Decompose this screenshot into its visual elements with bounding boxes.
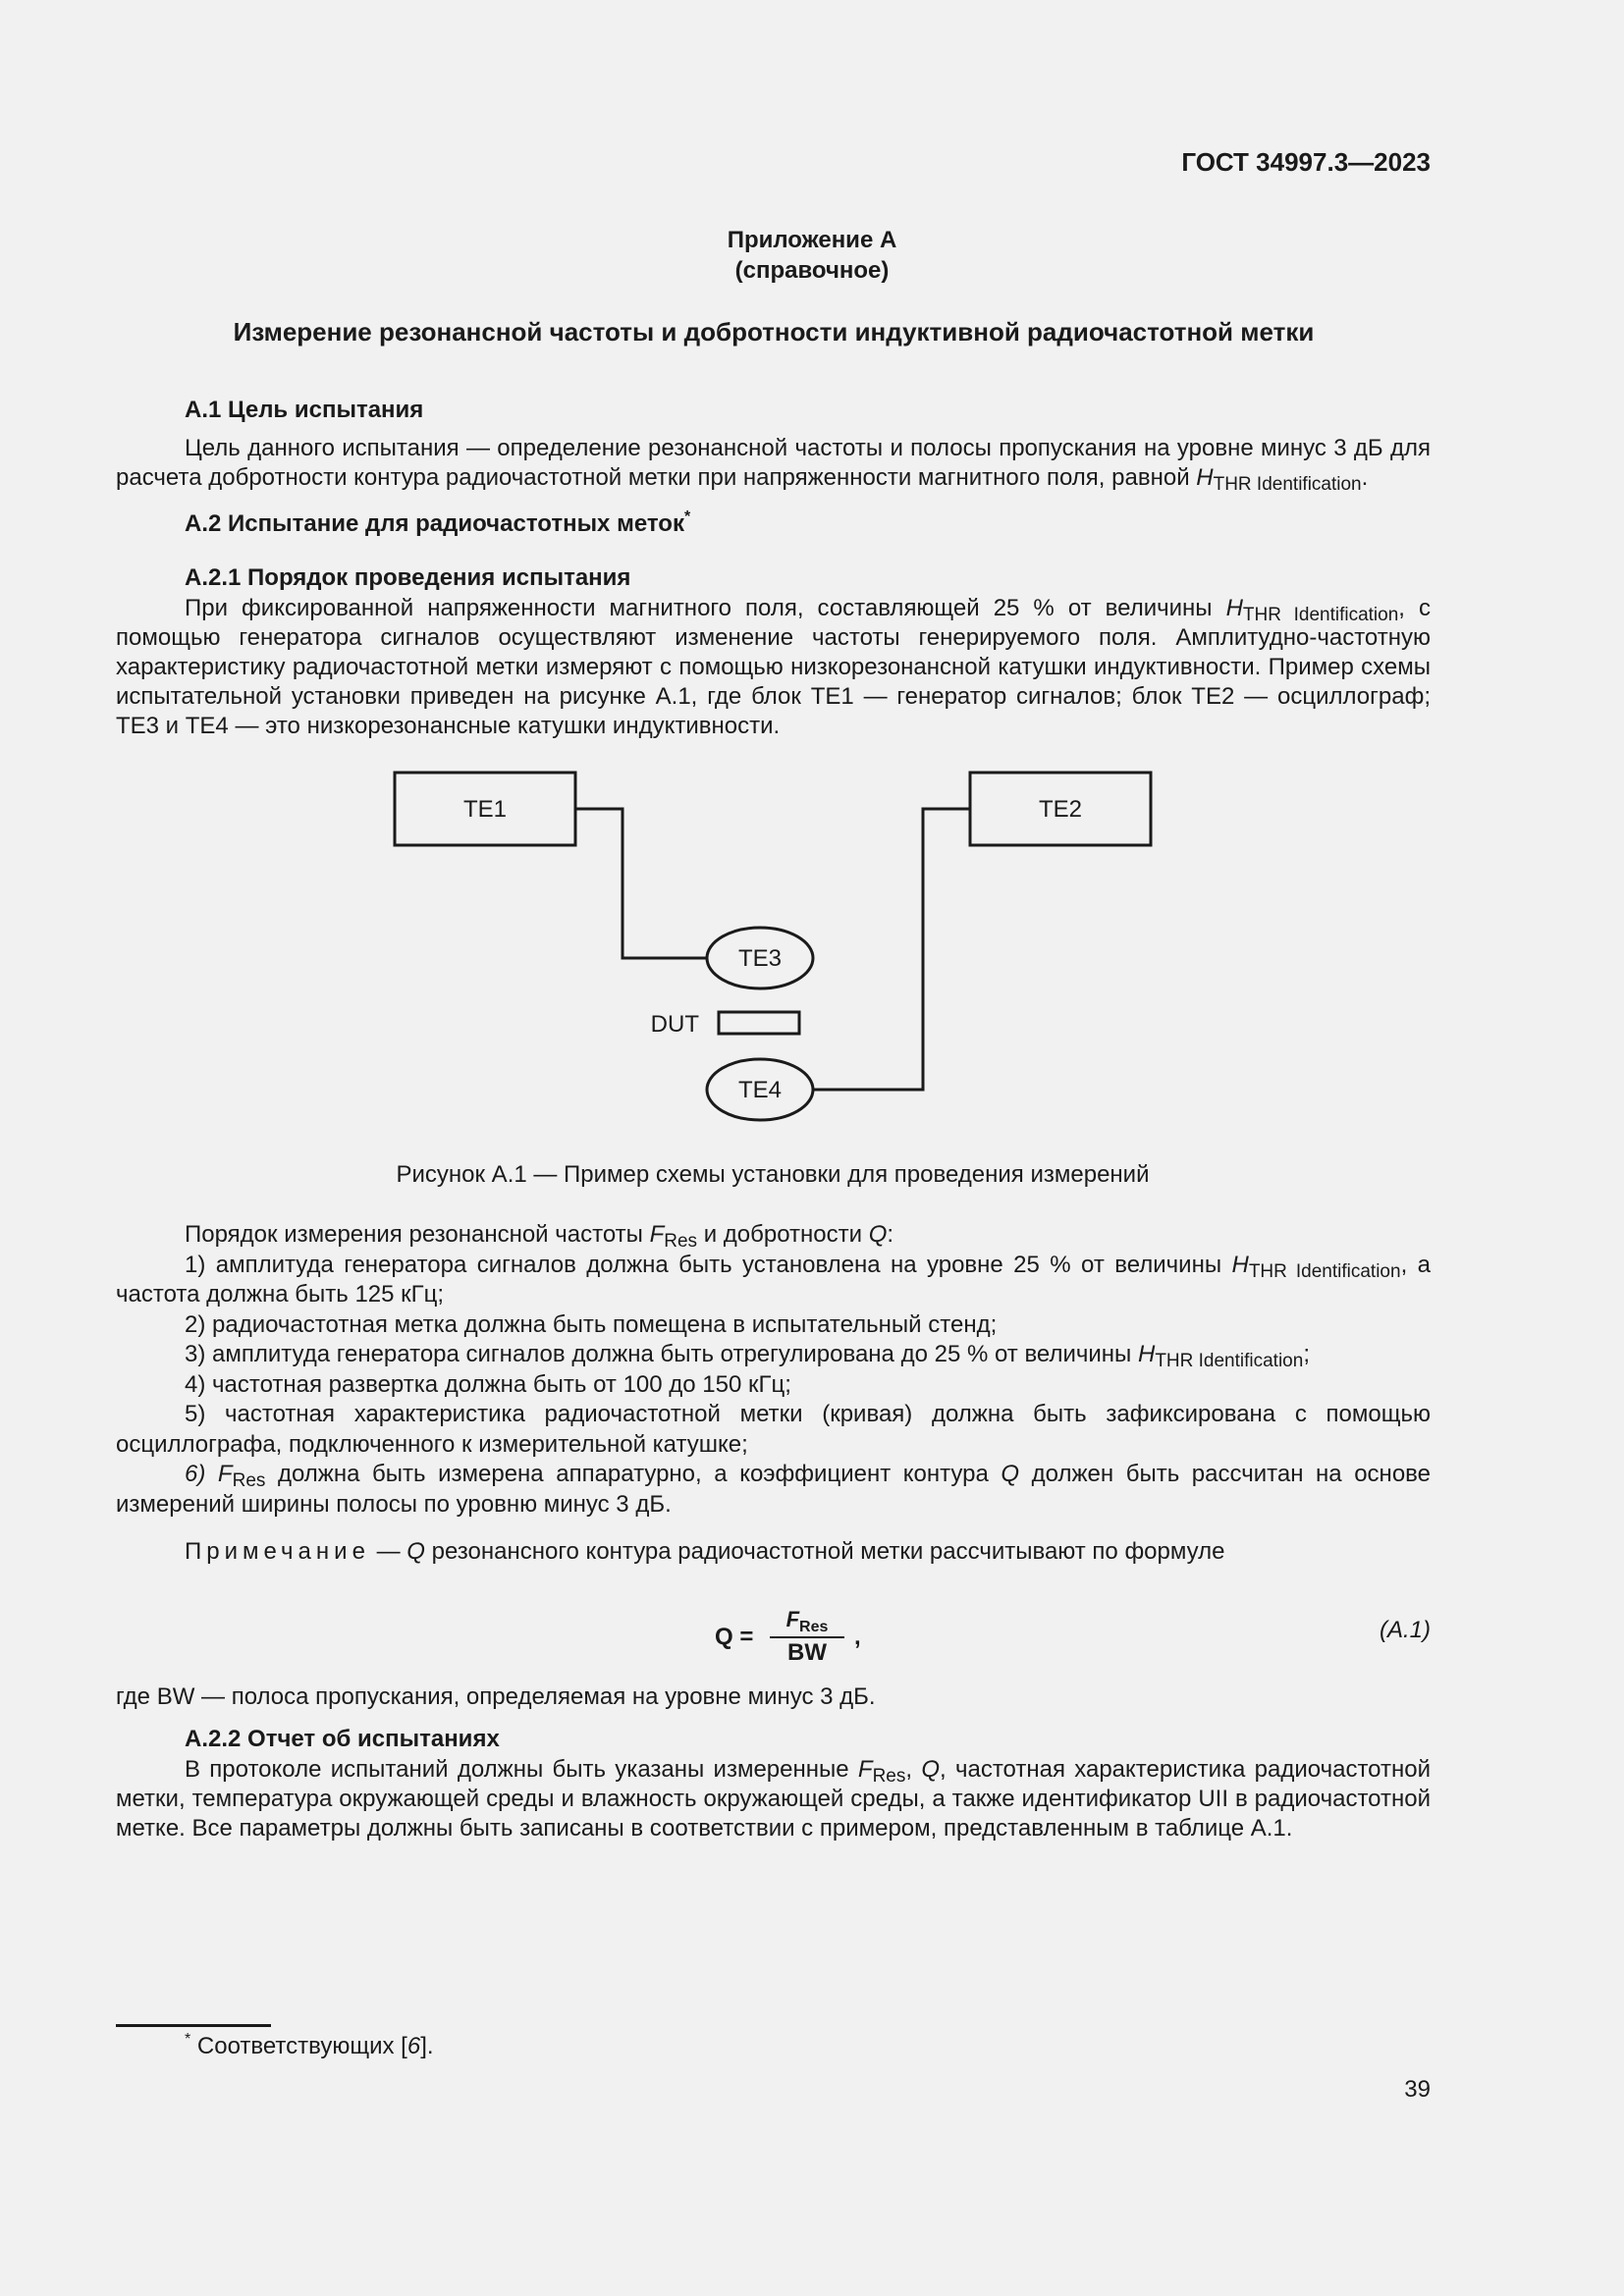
dut-tag (719, 1012, 799, 1034)
item6-q-symbol: Q (1001, 1461, 1020, 1487)
item3-text-b: ; (1303, 1341, 1310, 1367)
a21-h-subscript: THR Identification (1242, 605, 1399, 625)
a22-f-symbol: F (857, 1756, 873, 1783)
item6-f-subscript: Res (232, 1470, 266, 1491)
note-dash: — (376, 1538, 401, 1565)
item1-h-subscript: THR Identification (1248, 1260, 1401, 1282)
note-label: Примечание (185, 1538, 370, 1565)
formula-f-symbol: F (785, 1607, 800, 1631)
appendix-status: (справочное) (734, 257, 890, 284)
item1-text-a: 1) амплитуда генератора сигналов должна быть установлена на уровне 25 % от величины (185, 1251, 1232, 1278)
section-a2-heading (185, 509, 690, 539)
formula-fraction-bar (770, 1636, 844, 1638)
intro-text-3: : (887, 1221, 894, 1248)
procedure-item-3 (116, 1340, 1431, 1370)
formula-lhs: Q = (715, 1624, 754, 1650)
dut-label: DUT (650, 1011, 699, 1038)
a22-separator: , (905, 1756, 922, 1783)
item1-text-b: , а частота должна быть 125 кГц; (116, 1251, 1431, 1308)
procedure-list (116, 1220, 1431, 1520)
a22-text-rest: , частотная характеристика радиочастотной метки, температура окружающей среды и влажность окружающей среды, а также идентификатор UII в радиочастотной метке. Все параметры должны быть записаны в соответствии с примером, представленным в таблице А.1. (116, 1756, 1431, 1842)
formula-f-subscript: Res (799, 1619, 829, 1635)
te2-label: ТЕ2 (1038, 796, 1083, 823)
doc-number: ГОСТ 34997.3—2023 (1181, 147, 1431, 177)
te4-te2-wire (813, 809, 970, 1090)
a2-heading-text: А.2 Испытание для радиочастотных меток (185, 510, 684, 537)
a21-h-symbol: H (1225, 595, 1243, 621)
procedure-item-5: 5) частотная характеристика радиочастотной метки (кривая) должна быть зафиксирована с помощью осциллографа, подключенного к измерительной катушке; (116, 1401, 1431, 1458)
note-q-symbol: Q (406, 1538, 425, 1565)
item6-f-symbol: F (217, 1461, 233, 1487)
section-a22-text (116, 1755, 1431, 1843)
appendix-heading: Измерение резонансной частоты и добротности индуктивной радиочастотной метки (233, 317, 1315, 347)
procedure-item-2: 2) радиочастотная метка должна быть помещена в испытательный стенд; (185, 1310, 998, 1338)
formula-numerator (766, 1606, 848, 1633)
a21-text-start: При фиксированной напряженности магнитного поля, составляющей 25 % от величины (185, 595, 1226, 621)
a21-text-rest: , с помощью генератора сигналов осуществляют изменение частоты генерируемого поля. Амплитудно-частотную характеристику радиочастотной метки измеряют с помощью низкорезонансной катушки индуктивности. Пример схемы испытательной установки приведен на рисунке А.1, где блок ТЕ1 — генератор сигналов; блок ТЕ2 — осциллограф; ТЕ3 и ТЕ4 — это низкорезонансные катушки индуктивности. (116, 595, 1432, 739)
section-a1-heading: А.1 Цель испытания (185, 397, 424, 423)
formula-where: где BW — полоса пропускания, определяемая на уровне минус 3 дБ. (116, 1683, 876, 1710)
item3-h-subscript: THR Identification (1155, 1351, 1304, 1371)
figure-caption: Рисунок А.1 — Пример схемы установки для проведения измерений (396, 1161, 1150, 1188)
item6-text: должна быть измерена аппаратурно, а коэффициент контура (265, 1461, 1001, 1487)
footnote-ref: 6 (406, 2033, 421, 2059)
item6-end: должен быть рассчитан на основе измерений ширины полосы по уровню минус 3 дБ. (116, 1461, 1431, 1518)
te1-label: ТЕ1 (462, 796, 508, 823)
note (185, 1537, 1431, 1567)
intro-text-1: Порядок измерения резонансной частоты (185, 1221, 650, 1248)
formula-comma: , (854, 1624, 861, 1650)
intro-text-2: и добротности (697, 1221, 869, 1248)
a1-h-subscript: THR Identification (1213, 474, 1362, 495)
te1-te3-wire (575, 809, 707, 958)
item3-h-symbol: H (1137, 1341, 1156, 1367)
footnote-rule (116, 2024, 271, 2027)
a22-f-subscript: Res (872, 1766, 906, 1787)
formula-number: (A.1) (1379, 1617, 1431, 1643)
a1-h-symbol: H (1196, 464, 1214, 491)
setup-diagram (383, 756, 1168, 1129)
footnote (185, 2032, 434, 2061)
te4-label: ТЕ4 (737, 1077, 783, 1103)
procedure-item-6 (116, 1460, 1431, 1520)
procedure-intro (116, 1220, 1431, 1251)
page-number: 39 (1404, 2076, 1431, 2103)
item3-text-a: 3) амплитуда генератора сигналов должна быть отрегулирована до 25 % от величины (185, 1341, 1138, 1367)
intro-f-subscript: Res (664, 1231, 698, 1252)
a1-text-main: Цель данного испытания — определение резонансной частоты и полосы пропускания на уровне минус 3 дБ для расчета добротности контура радиочастотной метки при напряженности магнитного поля, равной (116, 435, 1431, 491)
section-a21-text (116, 594, 1431, 741)
a1-text-end: . (1361, 464, 1369, 491)
note-text: резонансного контура радиочастотной метки рассчитывают по формуле (424, 1538, 1225, 1565)
formula-denominator: BW (787, 1639, 827, 1666)
footnote-mark: * (185, 2031, 191, 2048)
a22-q-symbol: Q (921, 1756, 941, 1783)
item6-number: 6) (185, 1461, 218, 1487)
formula (715, 1606, 911, 1665)
a2-footnote-mark: * (683, 508, 691, 525)
footnote-text-2: ]. (420, 2033, 434, 2059)
item1-h-symbol: H (1231, 1251, 1249, 1278)
a22-text-start: В протоколе испытаний должны быть указаны измеренные (185, 1756, 858, 1783)
appendix-title: Приложение А (727, 227, 897, 253)
intro-q-symbol: Q (868, 1221, 888, 1248)
te3-label: ТЕ3 (737, 945, 783, 972)
procedure-item-1 (116, 1251, 1431, 1310)
section-a22-heading: А.2.2 Отчет об испытаниях (185, 1726, 500, 1752)
footnote-text-1: Соответствующих [ (190, 2033, 407, 2059)
procedure-item-4: 4) частотная развертка должна быть от 100 до 150 кГц; (185, 1370, 791, 1398)
section-a21-heading: А.2.1 Порядок проведения испытания (185, 564, 631, 591)
intro-f-symbol: F (649, 1221, 665, 1248)
section-a1-text (116, 434, 1431, 493)
